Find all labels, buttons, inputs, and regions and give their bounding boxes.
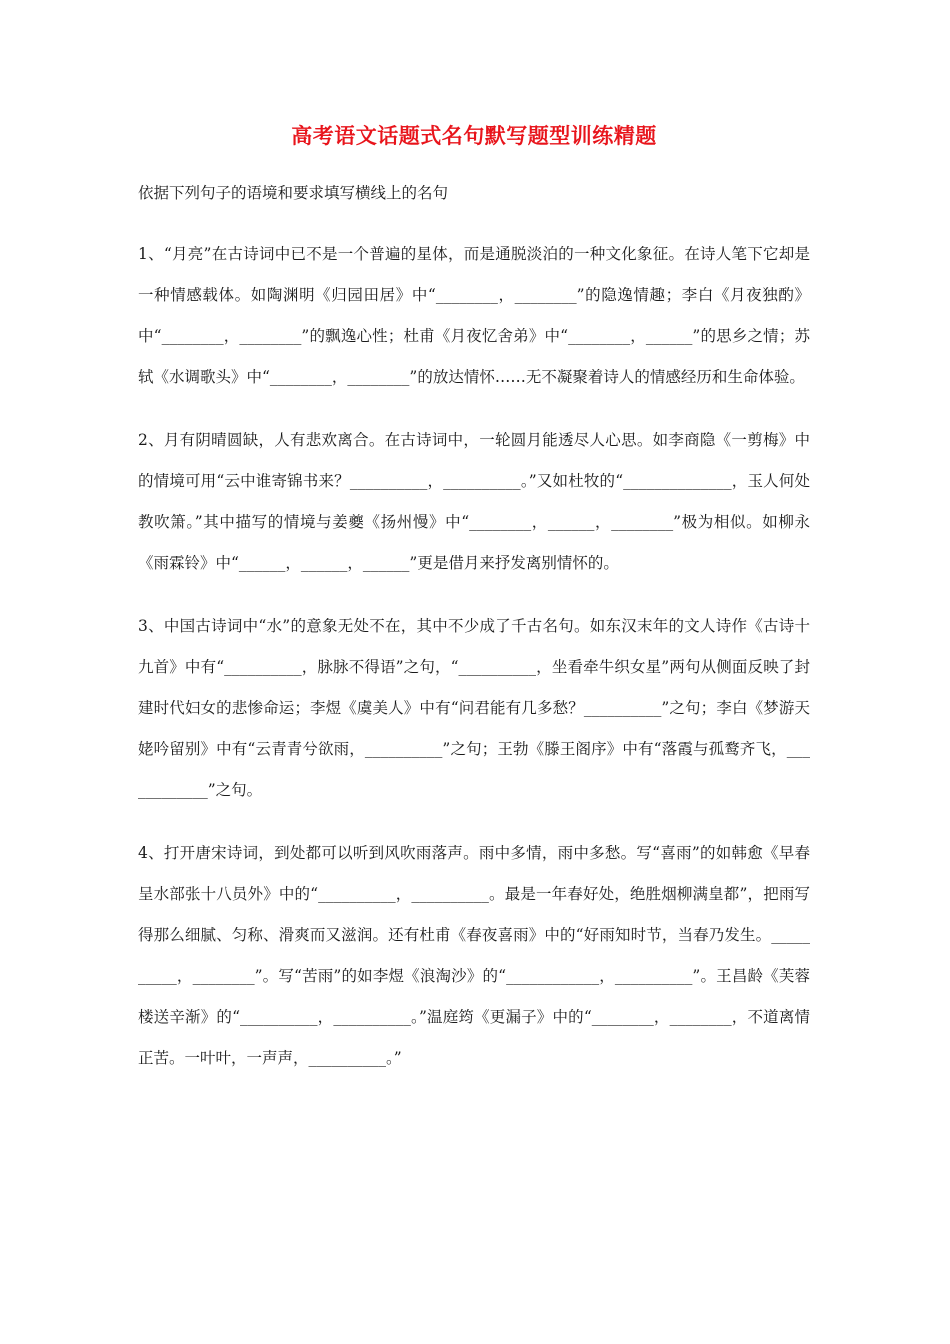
question-1: 1、“月亮”在古诗词中已不是一个普遍的星体，而是通脱淡泊的一种文化象征。在诗人笔下它却是一种情感载体。如陶渊明《归园田居》中“________，________”的隐逸情趣；李白《月夜独酌》中“________，________”的飘逸心性；杜甫《月夜忆舍弟》中“________，______”的思乡之情；苏轼《水调歌头》中“________，________”的放达情怀……无不凝聚着诗人的情感经历和生命体验。 <box>138 245 810 386</box>
document-page <box>138 120 810 1101</box>
document-title: 高考语文话题式名句默写题型训练精题 <box>291 123 657 148</box>
question-2: 2、月有阴晴圆缺，人有悲欢离合。在古诗词中，一轮圆月能透尽人心思。如李商隐《一剪梅》中的情境可用“云中谁寄锦书来？__________，__________。”又如杜牧的“______________，玉人何处教吹箫。”其中描写的情境与姜夔《扬州慢》中“________，______，________”极为相似。如柳永《雨霖铃》中“______，______，______”更是借月来抒发离别情怀的。 <box>138 431 810 572</box>
instruction-text: 依据下列句子的语境和要求填写横线上的名句 <box>138 184 449 202</box>
question-3: 3、中国古诗词中“水”的意象无处不在，其中不少成了千古名句。如东汉末年的文人诗作《古诗十九首》中有“__________，脉脉不得语”之句，“__________，坐看牵牛织女星”两句从侧面反映了封建时代妇女的悲惨命运；李煜《虞美人》中有“问君能有几多愁？__________”之句；李白《梦游天姥吟留别》中有“云青青兮欲雨，__________”之句；王勃《滕王阁序》中有“落霞与孤鹜齐飞，____________”之句。 <box>138 617 810 799</box>
question-4: 4、打开唐宋诗词，到处都可以听到风吹雨落声。雨中多情，雨中多愁。写“喜雨”的如韩愈《早春呈水部张十八员外》中的“__________，__________。最是一年春好处，绝胜烟柳满皇都”，把雨写得那么细腻、匀称、滑爽而又滋润。还有杜甫《春夜喜雨》中的“好雨知时节，当春乃发生。__________，________”。写“苦雨”的如李煜《浪淘沙》的“____________，__________”。王昌龄《芙蓉楼送辛渐》的“__________，__________。”温庭筠《更漏子》中的“________，________，不道离情正苦。一叶叶，一声声，__________。” <box>138 844 810 1067</box>
